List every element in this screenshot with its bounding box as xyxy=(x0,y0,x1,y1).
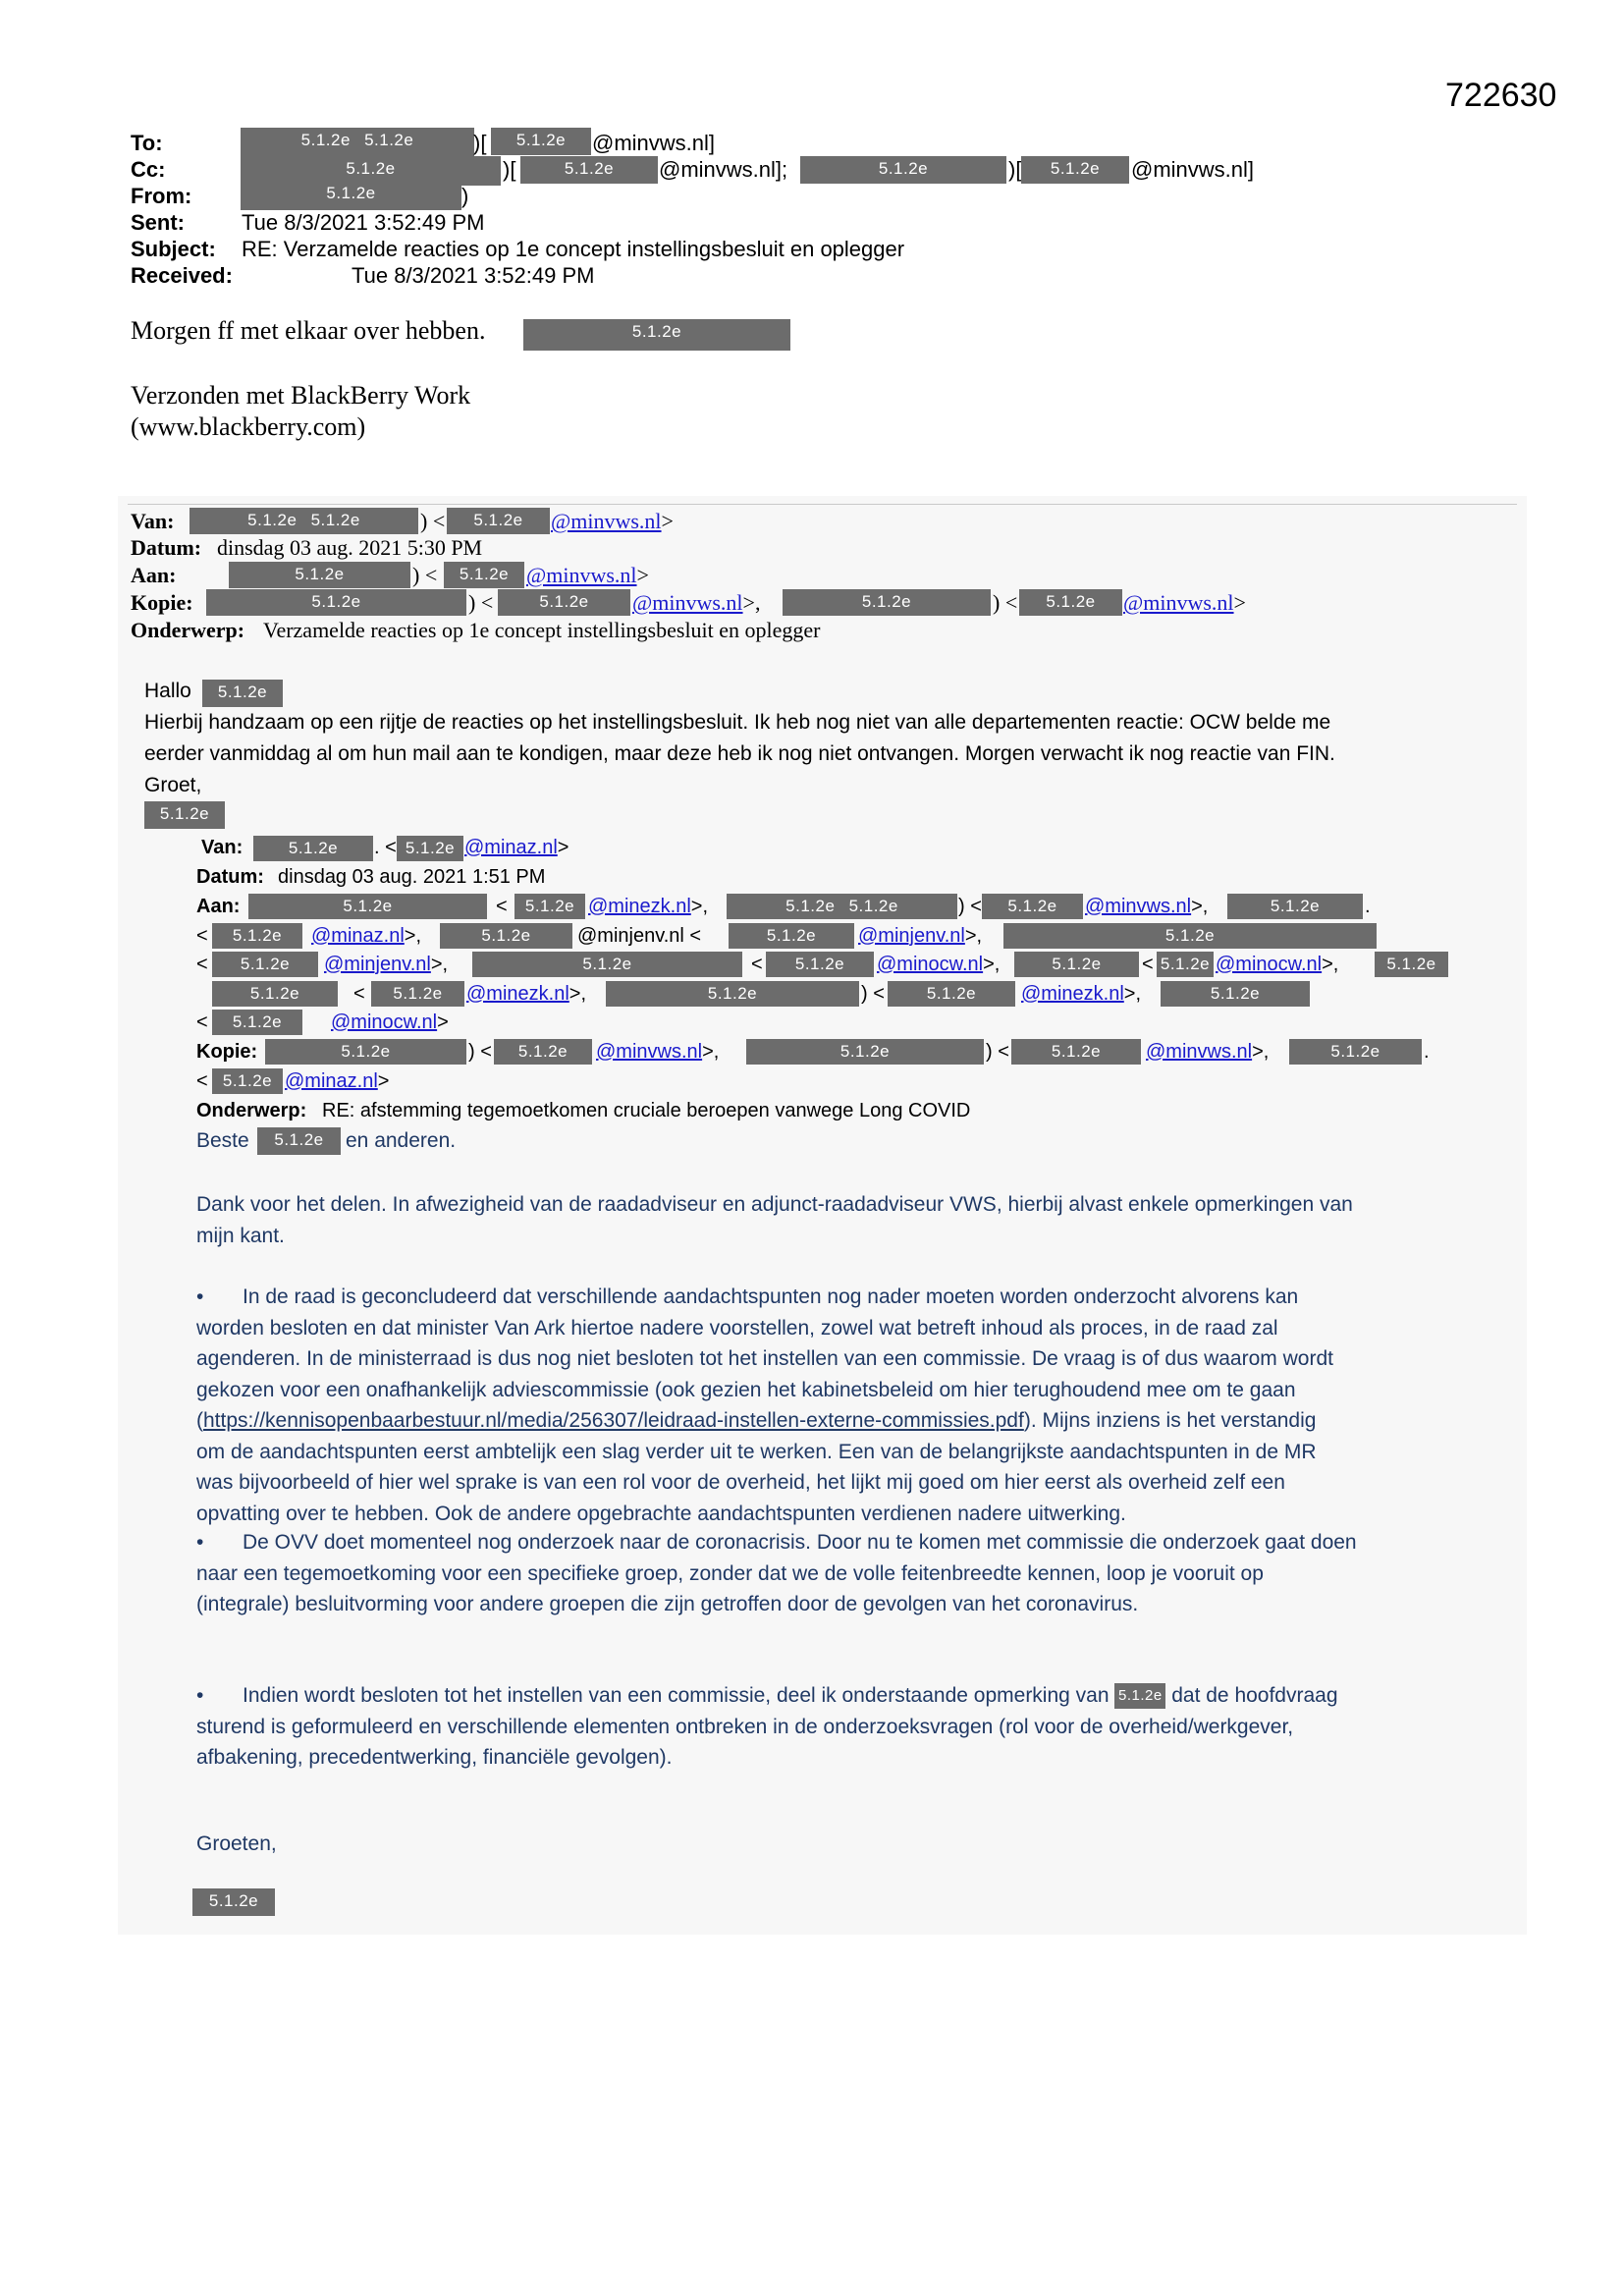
aan-lt: < xyxy=(353,983,365,1005)
cc-domain: @minvws.nl]; xyxy=(659,157,788,182)
kopie-lt: < xyxy=(196,1070,208,1092)
aan-email: @minocw.nl> xyxy=(331,1011,449,1033)
aan-email: @minjenv.nl>, xyxy=(858,925,983,947)
report-link[interactable]: https://kennisopenbaarbestuur.nl/media/256307/leidraad-instellen-externe-commissies.pdf xyxy=(203,1409,1024,1432)
aan-email: @minaz.nl>, xyxy=(311,925,422,947)
signature-line: Verzonden met BlackBerry Work xyxy=(131,381,471,410)
kopie-email: @minvws.nl>, xyxy=(596,1041,720,1063)
van-email: @minvws.nl> xyxy=(551,509,674,533)
redaction: 5.1.2e xyxy=(192,1888,275,1916)
redaction: 5.1.2e xyxy=(212,1010,302,1035)
aan-lt: ) < xyxy=(861,983,885,1005)
to-bracket: )[ xyxy=(473,131,487,155)
redaction: 5.1.2e xyxy=(1157,952,1214,977)
cc-bracket: )[ xyxy=(1008,157,1022,182)
redaction: 5.1.2e xyxy=(746,1039,984,1065)
redaction: 5.1.2e xyxy=(202,680,283,707)
redaction: 5.1.2e xyxy=(248,894,487,919)
kopie-lt: ) < xyxy=(468,1041,492,1063)
signature-line: (www.blackberry.com) xyxy=(131,412,366,441)
body-line: eerder vanmiddag al om hun mail aan te kondigen, maar deze heb ik nog niet ontvangen. Morgen verwacht ik nog reactie van FIN. xyxy=(144,742,1335,765)
aan-dot: . xyxy=(1365,896,1371,917)
bullet-2: • De OVV doet momenteel nog onderzoek naar de coronacrisis. Door nu te komen met commissie die onderzoek gaat doen naar een tegemoetkoming voor een specifieke groep, zonder dat we de volle feitenbreedte kennen, loop je vooruit op (integrale) besluitvorming voor andere groepen die zijn getroffen door de gevolgen van het coronavirus. xyxy=(196,1531,1357,1615)
redaction: 5.1.2e xyxy=(144,801,225,829)
redaction: 5.1.2e xyxy=(212,923,302,949)
aan-email: @minocw.nl>, xyxy=(1216,954,1339,975)
redaction: 5.1.2e xyxy=(1227,894,1363,919)
redaction: 5.1.2e xyxy=(229,562,410,588)
kopie-email: @minvws.nl>, xyxy=(632,590,761,615)
kopie-lt: ) < xyxy=(993,590,1018,615)
kopie-email: @minaz.nl> xyxy=(285,1070,390,1092)
sent-value: Tue 8/3/2021 3:52:49 PM xyxy=(242,210,485,235)
aan-email: @minjenv.nl>, xyxy=(324,954,449,975)
redaction: 5.1.2e xyxy=(212,952,318,977)
redaction: 5.1.2e xyxy=(766,952,874,977)
redaction: 5.1.2e xyxy=(606,981,859,1007)
redaction: 5.1.2e xyxy=(212,981,338,1007)
aan-email: @minvws.nl>, xyxy=(1085,896,1209,917)
redaction: 5.1.2e xyxy=(1375,952,1448,977)
datum-value: dinsdag 03 aug. 2021 1:51 PM xyxy=(278,866,546,888)
redaction: 5.1.2e 5.1.2e xyxy=(241,128,474,157)
datum-label: Datum: xyxy=(131,535,202,560)
aan-email: @minvws.nl> xyxy=(526,563,649,587)
aan-label: Aan: xyxy=(131,563,177,587)
received-label: Received: xyxy=(131,263,233,288)
aan-email: @minezk.nl>, xyxy=(466,983,587,1005)
cc-label: Cc: xyxy=(131,157,166,182)
redaction: 5.1.2e xyxy=(212,1068,283,1094)
closing: Groeten, xyxy=(196,1832,277,1855)
redaction: 5.1.2e xyxy=(371,981,464,1007)
salutation-end: en anderen. xyxy=(346,1129,457,1152)
redaction: 5.1.2e xyxy=(1014,952,1139,977)
redaction: 5.1.2e xyxy=(729,923,854,949)
from-label: From: xyxy=(131,184,192,208)
redaction: 5.1.2e xyxy=(397,836,463,861)
redaction: 5.1.2e xyxy=(888,981,1015,1007)
redaction: 5.1.2e xyxy=(241,181,461,210)
redaction: 5.1.2e xyxy=(491,128,591,155)
onderwerp-label: Onderwerp: xyxy=(196,1100,307,1121)
datum-label: Datum: xyxy=(196,866,264,888)
divider xyxy=(128,504,1517,505)
aan-email-plain: @minjenv.nl < xyxy=(577,925,702,947)
kopie-label: Kopie: xyxy=(131,590,193,615)
kopie-email: @minvws.nl>, xyxy=(1146,1041,1270,1063)
body-line: Hierbij handzaam op een rijtje de reacties op het instellingsbesluit. Ik heb nog niet van alle departementen reactie: OCW belde me xyxy=(144,711,1331,734)
closing: Groet, xyxy=(144,774,202,796)
cc-bracket: )[ xyxy=(503,157,516,182)
redaction: 5.1.2e xyxy=(257,1127,341,1155)
greeting: Hallo xyxy=(144,680,191,702)
redaction: 5.1.2e xyxy=(440,923,572,949)
redaction: 5.1.2e xyxy=(265,1039,466,1065)
van-label: Van: xyxy=(131,509,175,533)
redaction: 5.1.2e xyxy=(447,508,550,534)
van-label: Van: xyxy=(201,837,244,858)
kopie-label: Kopie: xyxy=(196,1041,258,1063)
subject-value: RE: Verzamelde reacties op 1e concept instellingsbesluit en oplegger xyxy=(242,237,905,261)
aan-email: @minezk.nl>, xyxy=(588,896,709,917)
salutation: Beste xyxy=(196,1129,249,1152)
kopie-dot: . xyxy=(1424,1041,1430,1063)
aan-lt: < xyxy=(496,896,508,917)
onderwerp-value: Verzamelde reacties op 1e concept instellingsbesluit en oplegger xyxy=(263,618,821,642)
redaction: 5.1.2e xyxy=(1019,589,1122,616)
aan-lt: < xyxy=(1142,954,1154,975)
redaction: 5.1.2e xyxy=(241,156,501,186)
document-number: 722630 xyxy=(1445,77,1557,114)
subject-label: Subject: xyxy=(131,237,216,261)
kopie-lt: ) < xyxy=(468,590,494,615)
redaction: 5.1.2e xyxy=(514,894,585,919)
redaction: 5.1.2e xyxy=(1161,981,1310,1007)
redaction: 5.1.2e xyxy=(1011,1039,1141,1065)
redaction: 5.1.2e 5.1.2e xyxy=(189,508,418,534)
aan-lt: < xyxy=(196,925,208,947)
kopie-lt: ) < xyxy=(986,1041,1009,1063)
aan-lt: ) < xyxy=(958,896,982,917)
van-lt: . < xyxy=(374,837,397,858)
redaction: 5.1.2e xyxy=(1021,156,1129,184)
onderwerp-value: RE: afstemming tegemoetkomen cruciale beroepen vanwege Long COVID xyxy=(322,1100,971,1121)
to-label: To: xyxy=(131,131,163,155)
redaction: 5.1.2e xyxy=(472,952,742,977)
received-value: Tue 8/3/2021 3:52:49 PM xyxy=(352,263,595,288)
redaction: 5.1.2e xyxy=(498,589,630,616)
redaction: 5.1.2e xyxy=(1003,923,1377,949)
from-close: ) xyxy=(461,184,469,208)
redaction: 5.1.2e xyxy=(494,1039,592,1065)
aan-lt: ) < xyxy=(412,563,438,587)
redaction: 5.1.2e xyxy=(1289,1039,1422,1065)
kopie-email: @minvws.nl> xyxy=(1123,590,1246,615)
van-email: @minaz.nl> xyxy=(464,837,569,858)
intro-paragraph: Dank voor het delen. In afwezigheid van de raadadviseur en adjunct-raadadviseur VWS, hierbij alvast enkele opmerkingen van mijn kant. xyxy=(196,1193,1353,1247)
cc-domain: @minvws.nl] xyxy=(1131,157,1255,182)
datum-value: dinsdag 03 aug. 2021 5:30 PM xyxy=(217,535,483,560)
redaction: 5.1.2e xyxy=(444,562,524,588)
redaction: 5.1.2e xyxy=(783,589,991,616)
aan-lt: < xyxy=(196,954,208,975)
redaction: 5.1.2e xyxy=(523,319,790,351)
aan-lt: < xyxy=(196,1011,208,1033)
redaction: 5.1.2e 5.1.2e xyxy=(727,894,957,919)
sent-label: Sent: xyxy=(131,210,185,235)
redaction: 5.1.2e xyxy=(206,589,466,616)
aan-label: Aan: xyxy=(196,896,241,917)
aan-email: @minezk.nl>, xyxy=(1021,983,1142,1005)
bullet-3: • Indien wordt besloten tot het instellen van een commissie, deel ik onderstaande opmerking van 5.1.2e dat de hoofdvraag sturend is geformuleerd en verschillende elementen ontbreken in de onderzoeksvragen (rol voor de overheid/werkgever, afbakening, precedentwerking, financiële gevolgen). xyxy=(196,1684,1338,1769)
redaction: 5.1.2e xyxy=(982,894,1083,919)
to-domain: @minvws.nl] xyxy=(592,131,716,155)
aan-lt: < xyxy=(751,954,763,975)
van-lt: ) < xyxy=(420,509,446,533)
top-body: Morgen ff met elkaar over hebben. xyxy=(131,316,486,345)
redaction: 5.1.2e xyxy=(520,156,658,184)
redaction: 5.1.2e xyxy=(253,836,373,861)
bullet-1: • In de raad is geconcludeerd dat verschillende aandachtspunten nog nader moeten worden onderzocht alvorens kan worden besloten en dat minister Van Ark hiertoe nadere voorstellen, zowel wat betreft inhoud als proces, in de raad zal agenderen. In de ministerraad is dus nog niet besloten tot het instellen van een commissie. De vraag is of dus waarom wordt gekozen voor een onafhankelijk adviescommissie (ook gezien het kabinetsbeleid om hier terughoudend mee om te gaan (https://kennisopenbaarbestuur.nl/media/256307/leidraad-instellen-externe-commissies.pdf). Mijns inziens is het verstandig om de aandachtspunten eerst ambtelijk een slag verder uit te werken. Een van de belangrijkste aandachtspunten in de MR was bijvoorbeeld of hier wel sprake is van een rol voor de overheid, het lijkt mij goed om hier eerst als overheid zelf een opvatting over te hebben. Ook de andere opgebrachte aandachtspunten verdienen nadere uitwerking. xyxy=(196,1285,1333,1525)
redaction: 5.1.2e xyxy=(800,156,1006,184)
aan-email: @minocw.nl>, xyxy=(877,954,1001,975)
onderwerp-label: Onderwerp: xyxy=(131,618,245,642)
